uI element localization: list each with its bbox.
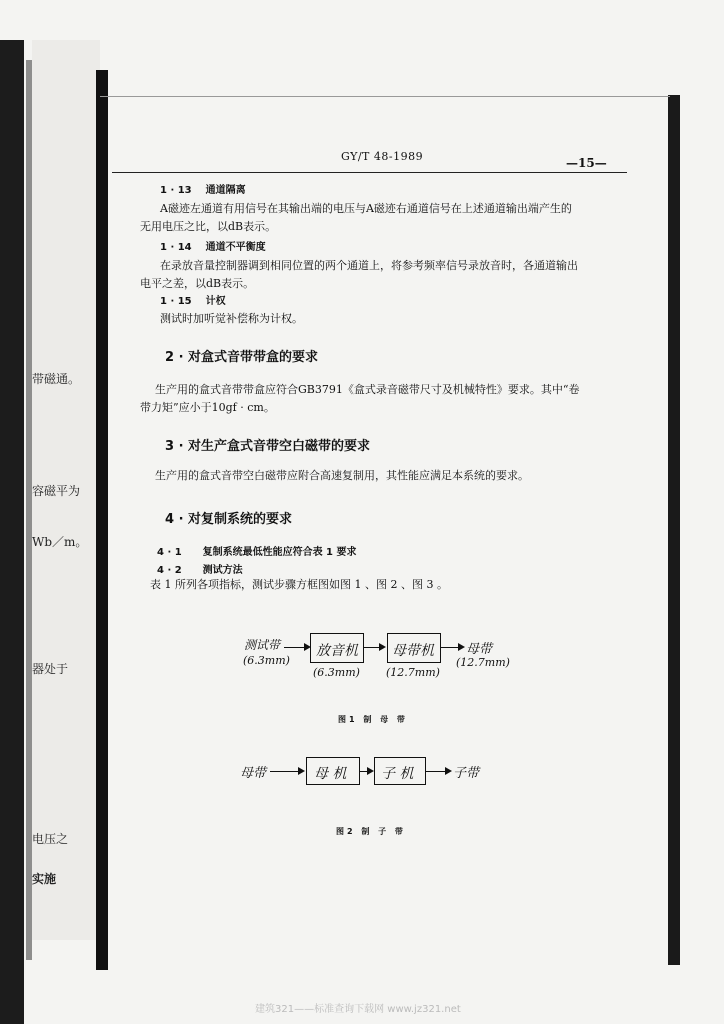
arrow-head (298, 767, 305, 775)
fig2-box-master-label: 母 机 (314, 766, 347, 782)
fig2-box-slave-label: 子 机 (381, 766, 414, 782)
item-number: 1 · 13 (160, 185, 192, 196)
page-number: —15— (566, 156, 607, 170)
paragraph-line: A磁迹左通道有用信号在其输出端的电压与A磁迹右通道信号在上述通道输出端产生的 (160, 202, 572, 215)
item-title: 计权 (205, 296, 226, 307)
arrow-head (458, 643, 465, 651)
paragraph-line: 生产用的盒式音带空白磁带应附合高速复制用，其性能应满足本系统的要求。 (155, 469, 529, 482)
paragraph-line: 表 1 所列各项指标，测试步骤方框图如图 1 、图 2 、图 3 。 (150, 578, 448, 591)
prev-fragment: 容磁平为 (32, 484, 81, 498)
section-4-heading: 4 · 对复制系统的要求 (165, 512, 293, 527)
scan-shadow-right (668, 95, 680, 965)
item-title: 通道不平衡度 (205, 242, 266, 253)
fig1-box-player-sub: (6.3mm) (313, 666, 360, 679)
fig2-source-label: 母带 (240, 766, 267, 781)
section-3-heading: 3 · 对生产盒式音带空白磁带的要求 (165, 439, 371, 454)
standard-number: GY/T 48-1989 (341, 150, 424, 163)
paragraph-line: 无用电压之比，以dB表示。 (140, 220, 277, 233)
paragraph-line: 带力矩”应小于10gf · cm。 (140, 401, 275, 414)
item-1-15-heading (160, 292, 226, 307)
item-4-1 (157, 543, 357, 558)
paragraph-line: 电平之差，以dB表示。 (140, 277, 255, 290)
paragraph-line: 在录放音量控制器调到相同位置的两个通道上，将参考频率信号录放音时，各通道输出 (160, 259, 578, 272)
paragraph-line: 测试时加听觉补偿称为计权。 (160, 312, 303, 325)
fig1-output-label: 母带 (466, 642, 493, 657)
item-title: 复制系统最低性能应符合表 1 要求 (202, 547, 357, 558)
item-number: 1 · 15 (160, 296, 192, 307)
paragraph-line: 生产用的盒式音带带盒应符合GB3791《盒式录音磁带尺寸及机械特性》要求。其中“卷 (155, 383, 580, 396)
item-number: 4 · 1 (157, 547, 182, 558)
figure-2-caption: 图2 制 子 带 (336, 827, 406, 836)
arrow-head (445, 767, 452, 775)
fig1-source-label: 测试带 (244, 638, 281, 652)
prev-fragment: Wb／m。 (32, 535, 88, 549)
fig1-output-sub: (12.7mm) (456, 656, 510, 669)
fig1-source-sub: (6.3mm) (243, 654, 290, 667)
site-watermark: 建筑321——标准查询下载网 www.jz321.net (255, 1004, 461, 1015)
item-title: 通道隔离 (205, 185, 246, 196)
prev-fragment: 器处于 (32, 662, 69, 676)
fig1-box-player-label: 放音机 (316, 643, 358, 659)
figure-1-caption: 图1 制 母 带 (338, 715, 408, 724)
section-2-heading: 2 · 对盒式音带带盒的要求 (165, 350, 319, 365)
scan-shadow-left (0, 40, 24, 1024)
previous-page-strip (32, 40, 100, 940)
header-rule (112, 172, 627, 173)
prev-fragment: 带磁通。 (32, 372, 81, 386)
prev-fragment: 实施 (32, 872, 57, 886)
item-1-14-heading (160, 238, 266, 253)
item-4-2 (157, 561, 243, 576)
arrow-line (440, 647, 460, 648)
item-title: 测试方法 (202, 565, 243, 576)
scan-top-edge (100, 96, 670, 97)
item-number: 1 · 14 (160, 242, 192, 253)
item-1-13-heading (160, 181, 246, 196)
page-gutter-shadow (96, 70, 108, 970)
arrow-head (367, 767, 374, 775)
arrow-line (270, 771, 300, 772)
fig1-box-master-label: 母带机 (392, 643, 434, 659)
fig1-box-master-sub: (12.7mm) (386, 666, 440, 679)
item-number: 4 · 2 (157, 565, 182, 576)
prev-fragment: 电压之 (32, 832, 69, 846)
fig2-output-label: 子带 (453, 766, 480, 781)
arrow-line (425, 771, 447, 772)
arrow-line (284, 647, 306, 648)
arrow-head (379, 643, 386, 651)
